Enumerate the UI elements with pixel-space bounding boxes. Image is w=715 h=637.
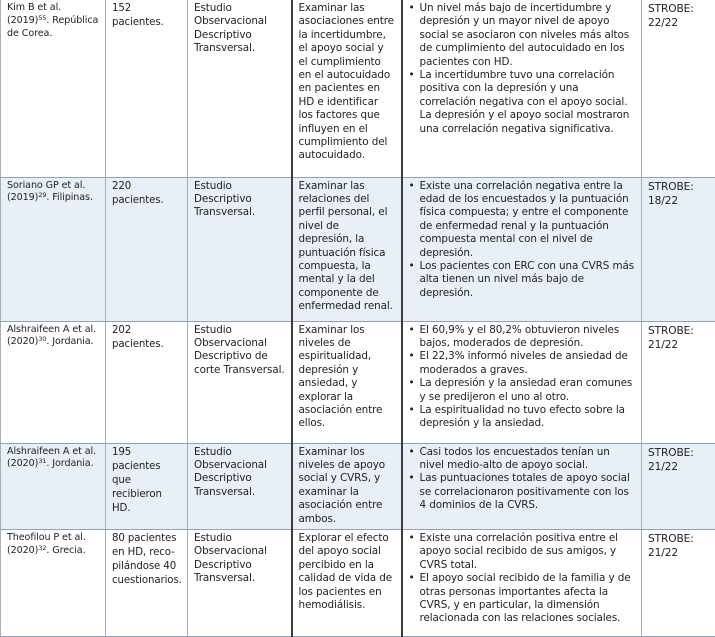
author: Alshraifeen A et al. (2020) xyxy=(7,324,96,348)
author: Alshraifeen A et al. (2020) xyxy=(7,446,96,470)
finding-item: • La espiritualidad no tuvo efecto sobre la depresión y la ansiedad. xyxy=(409,404,637,431)
finding-item: • Casi todos los encuestados tenían un nivel medio-alto de apoyo social. xyxy=(409,446,637,473)
strobe-cell: STROBE: 18/22 xyxy=(642,177,715,321)
design-cell: Estudio Observacional Descriptivo Transversal. xyxy=(188,0,292,177)
finding-item: • La depresión y la ansiedad eran comunes y se predijeron el uno al otro. xyxy=(409,377,637,404)
reference-number: 55 xyxy=(38,14,46,22)
design-cell: Estudio Observacional Descriptivo Transversal. xyxy=(188,529,292,636)
finding-item: • Existe una correlación negativa entre la edad de los encuestados y la puntuación física compuesta; y entre el componente de enfermedad renal y la puntuación compuesta mental con el nivel de depresión. xyxy=(409,180,637,260)
objective-cell: Examinar los niveles de espiritualidad, depresión y ansiedad, y explorar la asociación entre ellos. xyxy=(292,321,402,443)
sample-cell: 195 pacientes que recibieron HD. xyxy=(106,443,188,529)
finding-item: • La incertidumbre tuvo una correlación positiva con la depresión y una correlación negativa con el apoyo social. La depresión y el apoyo social mostraron una correlación negativa significativa. xyxy=(409,69,637,136)
finding-item: • El 22,3% informó niveles de ansiedad de moderados a graves. xyxy=(409,350,637,377)
objective-cell: Explorar el efecto del apoyo social percibido en la calidad de vida de los pacientes en hemodiálisis. xyxy=(292,529,402,636)
design-cell: Estudio Observacional Descriptivo Transversal. xyxy=(188,443,292,529)
finding-item: • Existe una correlación positiva entre el apoyo social recibido de sus amigos, y CVRS total. xyxy=(409,532,637,572)
sample-cell: 80 pacientes en HD, reco-pilándose 40 cuestionarios. xyxy=(106,529,188,636)
reference-number: 29 xyxy=(38,191,46,199)
sample-cell: 220 pacientes. xyxy=(106,177,188,321)
finding-item: • El apoyo social recibido de la familia y de otras personas importantes afecta la CVRS, y en particular, la dimensión relacionada con las relaciones sociales. xyxy=(409,572,637,626)
sample-cell: 202 pacientes. xyxy=(106,321,188,443)
author-cell xyxy=(1,529,106,636)
reference-number: 32 xyxy=(38,544,46,552)
finding-item: • Los pacientes con ERC con una CVRS más alta tienen un nivel más bajo de depresión. xyxy=(409,260,637,300)
table-row xyxy=(1,529,715,636)
table-row xyxy=(1,321,715,443)
finding-item: • Las puntuaciones totales de apoyo social se correlacionaron positivamente con los 4 dominios de la CVRS. xyxy=(409,472,637,512)
findings-cell xyxy=(402,321,642,443)
findings-cell xyxy=(402,443,642,529)
author-cell xyxy=(1,0,106,177)
country: . Filipinas. xyxy=(46,192,92,203)
country: . República de Corea. xyxy=(7,15,98,39)
findings-cell xyxy=(402,177,642,321)
table-row xyxy=(1,0,715,177)
table-row xyxy=(1,177,715,321)
objective-cell: Examinar las relaciones del perfil personal, el nivel de depresión, la puntuación física compuesta, la mental y la del componente de enfermedad renal. xyxy=(292,177,402,321)
findings-cell xyxy=(402,0,642,177)
author-cell xyxy=(1,321,106,443)
strobe-cell: STROBE: 21/22 xyxy=(642,443,715,529)
table-row xyxy=(1,443,715,529)
country: . Grecia. xyxy=(46,545,85,556)
author: Theofilou P et al. (2020) xyxy=(7,532,86,556)
sample-cell: 152 pacientes. xyxy=(106,0,188,177)
country: . Jordania. xyxy=(46,458,93,469)
strobe-cell: STROBE: 22/22 xyxy=(642,0,715,177)
reference-number: 30 xyxy=(38,335,46,343)
strobe-cell: STROBE: 21/22 xyxy=(642,529,715,636)
author: Soriano GP et al. (2019) xyxy=(7,180,85,204)
finding-item: • Un nivel más bajo de incertidumbre y depresión y un mayor nivel de apoyo social se asociaron con niveles más altos de cumplimiento del autocuidado en los pacientes con HD. xyxy=(409,2,637,69)
strobe-cell: STROBE: 21/22 xyxy=(642,321,715,443)
objective-cell: Examinar los niveles de apoyo social y CVRS, y examinar la asociación entre ambos. xyxy=(292,443,402,529)
findings-cell xyxy=(402,529,642,636)
design-cell: Estudio Observacional Descriptivo de corte Transversal. xyxy=(188,321,292,443)
reference-number: 31 xyxy=(38,457,46,465)
author-cell xyxy=(1,443,106,529)
author-cell xyxy=(1,177,106,321)
country: . Jordania. xyxy=(46,336,93,347)
finding-item: • El 60,9% y el 80,2% obtuvieron niveles bajos, moderados de depresión. xyxy=(409,324,637,351)
objective-cell: Examinar las asociaciones entre la incertidumbre, el apoyo social y el cumplimiento en el autocuidado en pacientes en HD e identificar los factores que influyen en el cumplimiento del autocuidado. xyxy=(292,0,402,177)
author: Kim B et al. (2019) xyxy=(7,2,61,26)
design-cell: Estudio Descriptivo Transversal. xyxy=(188,177,292,321)
